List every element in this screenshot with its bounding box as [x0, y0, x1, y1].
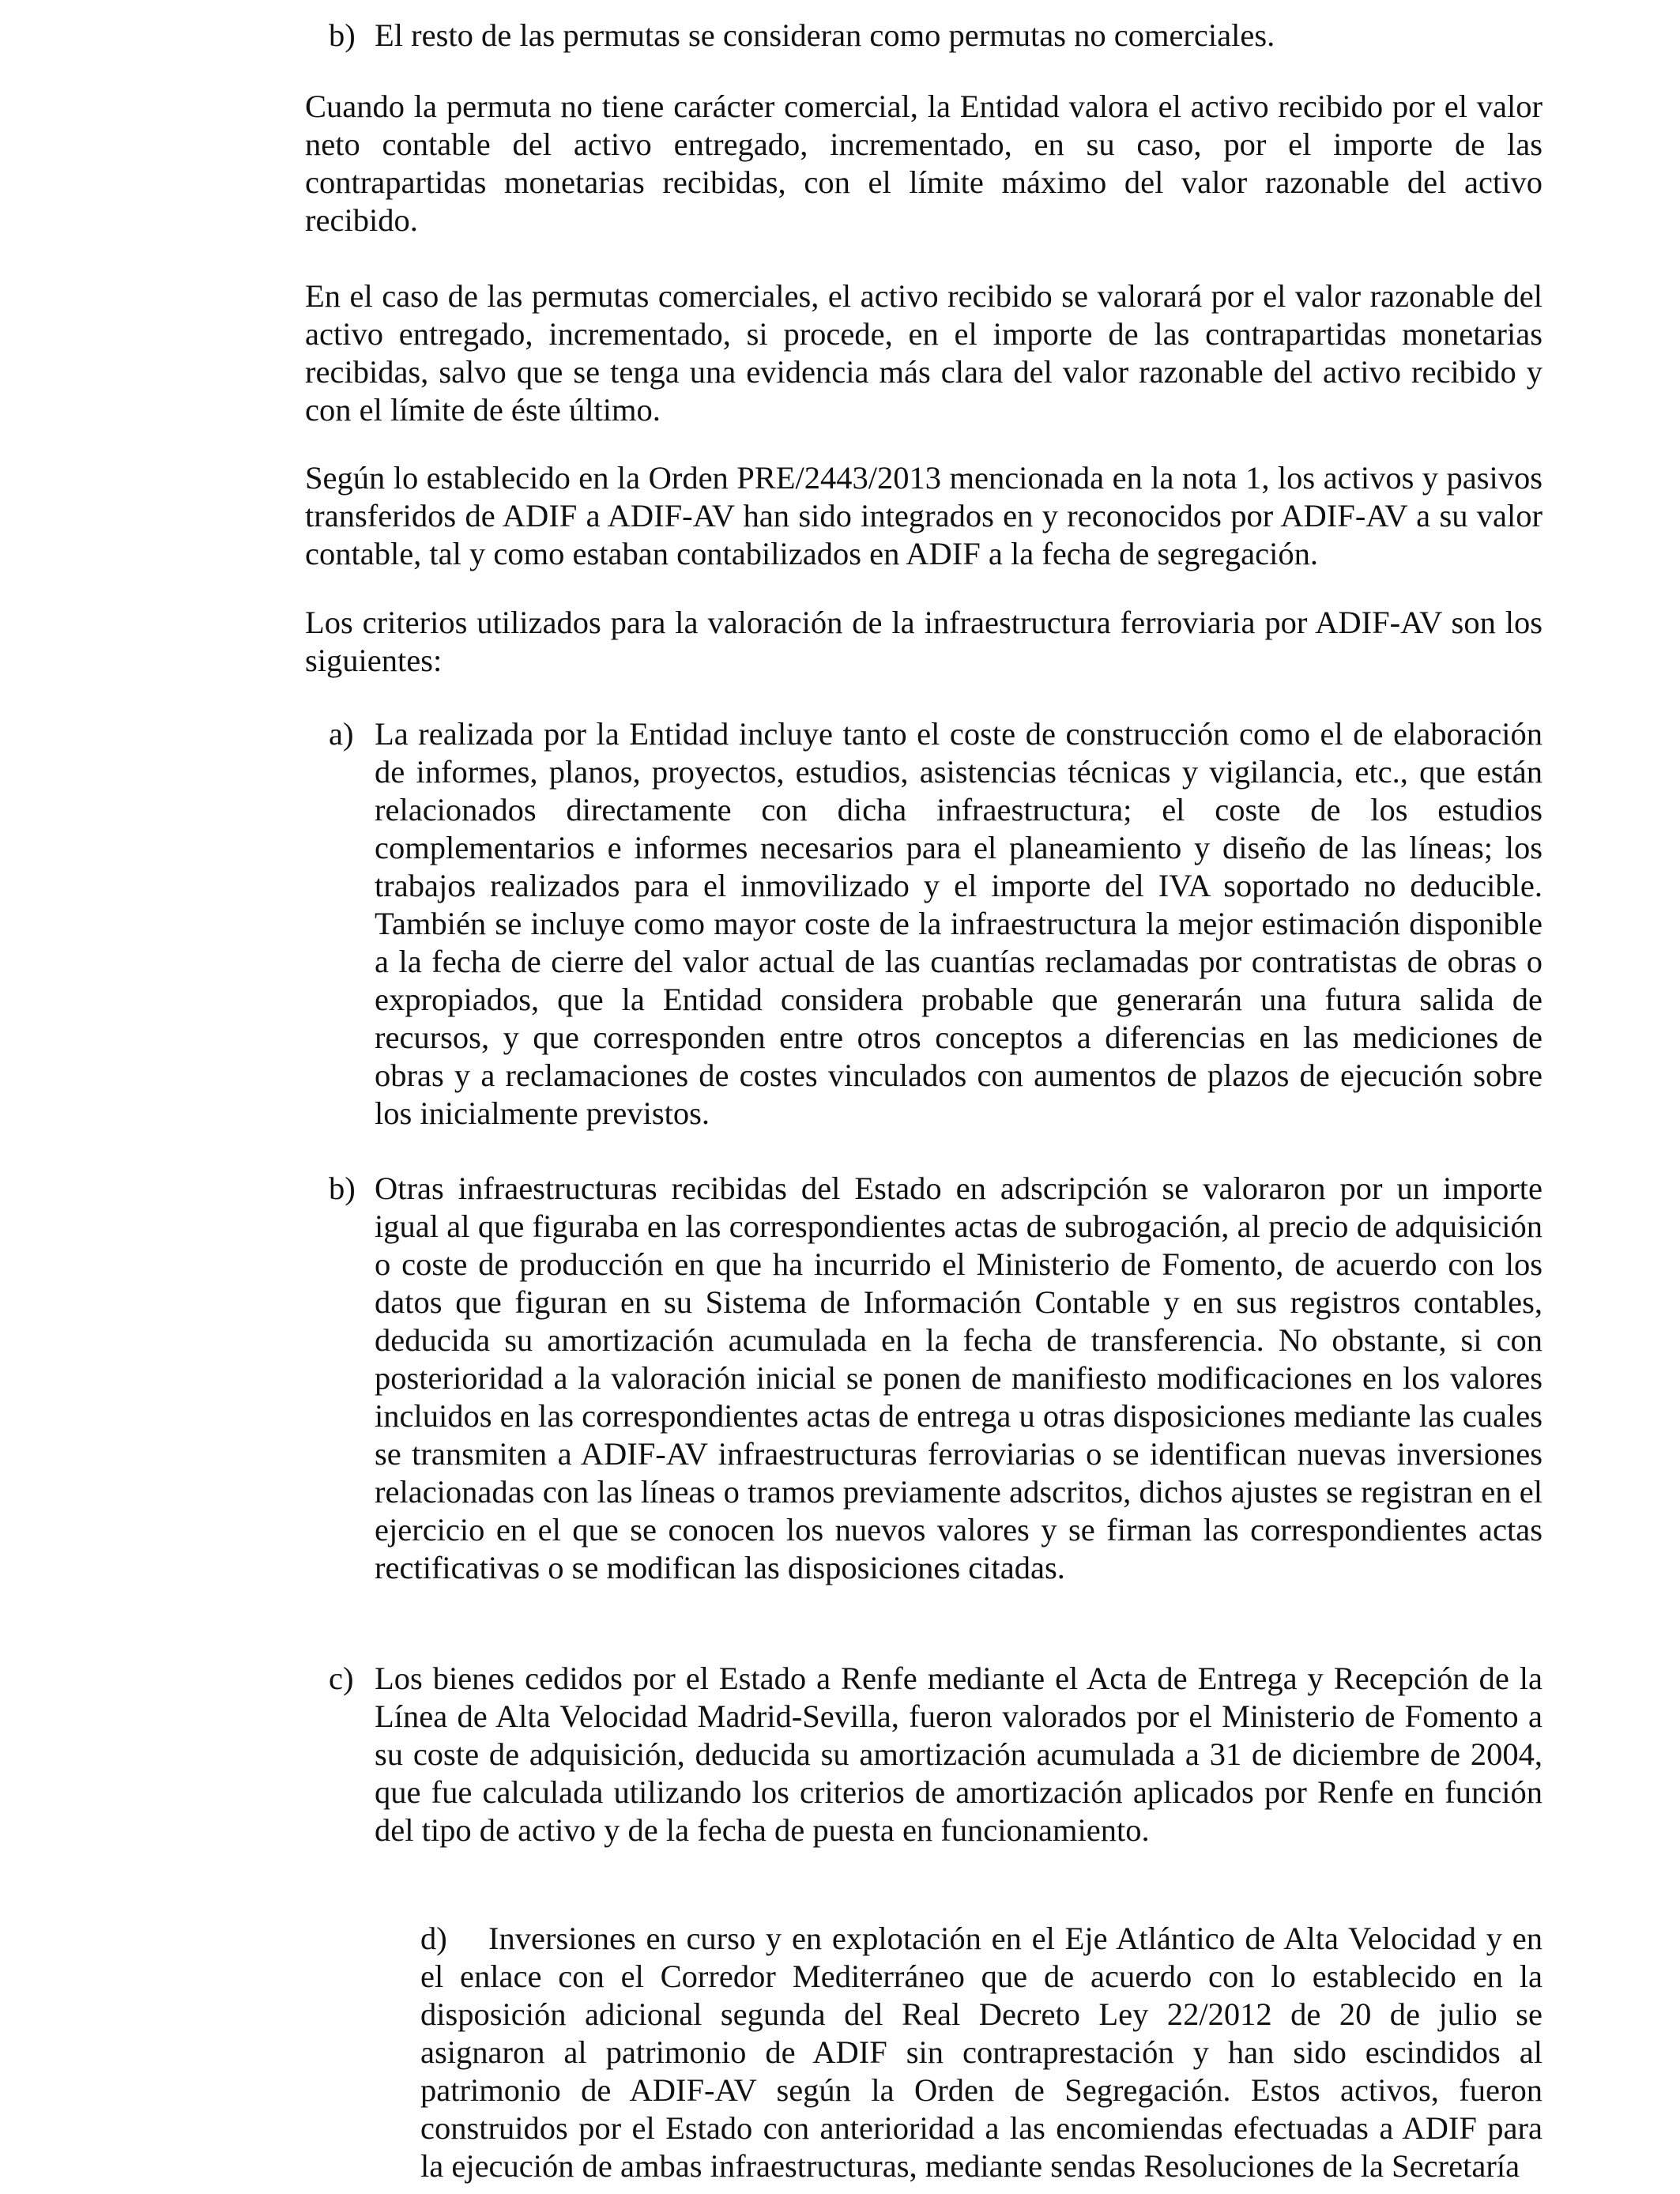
criteria-item-b	[329, 1170, 1543, 1587]
list-marker: a)	[329, 716, 354, 752]
paragraph-criterios-intro: Los criterios utilizados para la valoración de la infraestructura ferroviaria por ADIF-AV son los siguientes:	[305, 605, 1543, 678]
paragraph-orden-pre: Según lo establecido en la Orden PRE/2443/2013 mencionada en la nota 1, los activos y pasivos transferidos de ADIF a ADIF-AV han sido integrados en y reconocidos por ADIF-AV a su valor contable, tal y como estaban contabilizados en ADIF a la fecha de segregación.	[305, 460, 1543, 571]
list-item-text: Los bienes cedidos por el Estado a Renfe mediante el Acta de Entrega y Recepción de la Línea de Alta Velocidad Madrid-Sevilla, fueron valorados por el Ministerio de Fomento a su coste de adquisición, deducida su amortización acumulada a 31 de diciembre de 2004, que fue calculada utilizando los criterios de amortización aplicados por Renfe en función del tipo de activo y de la fecha de puesta en funcionamiento.	[375, 1661, 1543, 1848]
list-marker: c)	[329, 1661, 354, 1696]
list-item-text: Inversiones en curso y en explotación en el Eje Atlántico de Alta Velocidad y en el enlace con el Corredor Mediterráneo que de acuerdo con lo establecido en la disposición adicional segunda del Real Decreto Ley 22/2012 de 20 de julio se asignaron al patrimonio de ADIF sin contraprestación y han sido escindidos al patrimonio de ADIF-AV según la Orden de Segregación. Estos activos, fueron construidos por el Estado con anterioridad a las encomiendas efectuadas a ADIF para la ejecución de ambas infraestructuras, mediante sendas Resoluciones de la Secretaría	[420, 1921, 1543, 2184]
criteria-item-d	[420, 1920, 1543, 2185]
list-item-text: Otras infraestructuras recibidas del Estado en adscripción se valoraron por un importe igual al que figuraba en las correspondientes actas de subrogación, al precio de adquisición o coste de producción en que ha incurrido el Ministerio de Fomento, de acuerdo con los datos que figuran en su Sistema de Información Contable y en sus registros contables, deducida su amortización acumulada en la fecha de transferencia. No obstante, si con posterioridad a la valoración inicial se ponen de manifiesto modificaciones en los valores incluidos en las correspondientes actas de entrega u otras disposiciones mediante las cuales se transmiten a ADIF-AV infraestructuras ferroviarias o se identifican nuevas inversiones relacionadas con las líneas o tramos previamente adscritos, dichos ajustes se registran en el ejercicio en el que se conocen los nuevos valores y se firman las correspondientes actas rectificativas o se modifican las disposiciones citadas.	[375, 1171, 1543, 1585]
list-marker: d)	[420, 1921, 447, 1956]
list-item-text: El resto de las permutas se consideran como permutas no comerciales.	[375, 17, 1275, 53]
paragraph-permuta-comercial: En el caso de las permutas comerciales, el activo recibido se valorará por el valor razonable del activo entregado, incrementado, si procede, en el importe de las contrapartidas monetarias recibidas, salvo que se tenga una evidencia más clara del valor razonable del activo recibido y con el límite de éste último.	[305, 278, 1543, 428]
paragraph-permuta-no-comercial: Cuando la permuta no tiene carácter comercial, la Entidad valora el activo recibido por el valor neto contable del activo entregado, incrementado, en su caso, por el importe de las contrapartidas monetarias recibidas, con el límite máximo del valor razonable del activo recibido.	[305, 89, 1543, 238]
list-item-text: La realizada por la Entidad incluye tanto el coste de construcción como el de elaboración de informes, planos, proyectos, estudios, asistencias técnicas y vigilancia, etc., que están relacionados directamente con dicha infraestructura; el coste de los estudios complementarios e informes necesarios para el planeamiento y diseño de las líneas; los trabajos realizados para el inmovilizado y el importe del IVA soportado no deducible. También se incluye como mayor coste de la infraestructura la mejor estimación disponible a la fecha de cierre del valor actual de las cuantías reclamadas por contratistas de obras o expropiados, que la Entidad considera probable que generarán una futura salida de recursos, y que corresponden entre otros conceptos a diferencias en las mediciones de obras y a reclamaciones de costes vinculados con aumentos de plazos de ejecución sobre los inicialmente previstos.	[375, 716, 1543, 1131]
list-marker: b)	[329, 1171, 356, 1206]
criteria-item-a	[329, 715, 1543, 1133]
list-marker: b)	[329, 17, 356, 53]
criteria-item-c	[329, 1660, 1543, 1849]
intro-list-item	[329, 17, 1543, 55]
